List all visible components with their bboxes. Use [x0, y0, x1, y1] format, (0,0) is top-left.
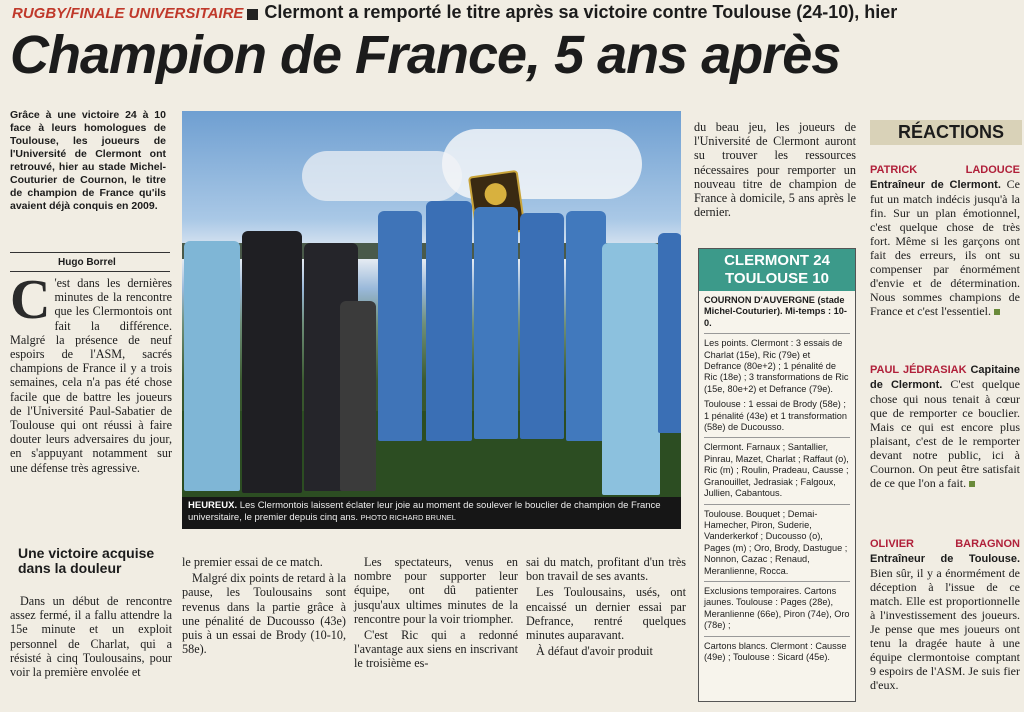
white-cards: Cartons blancs. Clermont : Causse (49e) ; Toulouse : Sicard (45e). — [704, 640, 847, 662]
player-figure — [184, 241, 240, 491]
headline: Champion de France, 5 ans après — [10, 25, 841, 85]
reaction-text: Bien sûr, il y a énormément de déception à l'issue de ce match. Elle est proportionnelle à l'investissement des joueurs. Je pense que mes joueurs ont tenu la dragée haute à une équipe clermontoise comptant 9 espoirs de l'ASM. Je suis fier d'eux. — [870, 566, 1020, 692]
player-figure — [378, 211, 422, 441]
end-mark-icon — [994, 309, 1000, 315]
reaction-2 — [870, 362, 1020, 490]
player-figure — [566, 211, 606, 441]
reaction-3 — [870, 536, 1020, 692]
article-paragraph: Les Toulousains, usés, ont encaissé un dernier essai par Defrance, rentré quelques minutes auparavant. — [526, 585, 686, 643]
article-col1 — [10, 269, 172, 475]
article-col4 — [526, 555, 686, 660]
caption-text: Les Clermontois laissent éclater leur joie au moment de soulever le bouclier de champion de France universitaire, le premier depuis cinq ans. — [188, 500, 661, 523]
divider — [704, 333, 850, 334]
article-col1-continued — [10, 594, 172, 681]
reaction-name: OLIVIER BARAGNON — [870, 538, 1020, 550]
official-figure — [242, 231, 302, 493]
byline: Hugo Borrel — [58, 257, 116, 268]
player-figure — [426, 201, 472, 441]
article-paragraph: Malgré dix points de retard à la pause, les Toulousains sont revenus dans la partie grâce à une pénalité de Ducousso (43e) puis à un essai de Brody (10-10, 58e). — [182, 571, 346, 657]
article-paragraph: 'est dans les dernières minutes de la rencontre que les Clermontois ont fait la différence. Malgré la présence de neuf espoirs de l'ASM, sacrés champions de France il y a trois semaines, cela n'a pas été chose facile que de battre les joueurs de l'Université Paul-Sabatier de Toulouse qui ont réussi à faire douter leurs adversaires du jour, en s'appuyant notamment sur une défense très agressive. — [10, 276, 172, 475]
divider — [704, 437, 850, 438]
lineup-clermont: Clermont. Farnaux ; Santallier, Pinrau, Mazet, Charlat ; Raffaut (o), Ric (m) ; Roulin, Pradeau, Causse ; Granouillet, Jedrasiak ; Falgoux, Jullien, Cabantous. — [704, 442, 849, 499]
divider — [704, 636, 850, 637]
photo-caption — [182, 497, 681, 529]
child-figure — [340, 301, 376, 491]
kicker-text: Clermont a remporté le titre après sa victoire contre Toulouse (24-10), hier — [264, 2, 898, 22]
kicker-separator — [247, 9, 258, 20]
scoring-toulouse: Toulouse : 1 essai de Brody (58e) ; 1 pénalité (43e) et 1 transformation (58e) de Ducousso. — [704, 399, 847, 433]
article-paragraph: C'est Ric qui a redonné l'avantage aux siens en inscrivant le troisième es- — [354, 628, 518, 671]
reaction-role: Entraîneur de Toulouse. — [870, 553, 1020, 565]
article-paragraph: Les spectateurs, venus en nombre pour supporter leur équipe, ont dû patienter jusqu'aux ultimes minutes de la rencontre pour la voir triompher. — [354, 555, 518, 626]
score-home: CLERMONT 24 — [724, 252, 830, 269]
article-col5 — [694, 120, 856, 221]
article-paragraph: À défaut d'avoir produit — [536, 644, 653, 659]
player-figure — [658, 233, 681, 433]
reactions-title: RÉACTIONS — [870, 120, 1022, 145]
subhead: Une victoire acquise dans la douleur — [18, 545, 155, 576]
player-figure — [520, 213, 564, 439]
photo-credit: PHOTO RICHARD BRUNEL — [360, 513, 456, 522]
score-away: TOULOUSE 10 — [725, 270, 829, 287]
lineup-toulouse: Toulouse. Bouquet ; Demai-Hamecher, Piron, Suderie, Vanderkerkof ; Ducousso (o), Pages (m) ; Oro, Brody, Dastugue ; Nonnon, Cazac ; Renaud, Meranlienne, Rocca. — [704, 508, 848, 576]
reaction-1 — [870, 162, 1020, 318]
exclusions: Exclusions temporaires. Cartons jaunes. Toulouse : Pages (28e), Meranlienne (66e), Piron (74e), Oro (78e) ; — [704, 585, 850, 631]
article-col3 — [354, 555, 518, 673]
reaction-role: Entraîneur de Clermont. — [870, 179, 1001, 191]
article-paragraph: sai du match, profitant d'un très bon travail de ses avants. — [526, 555, 686, 584]
reaction-text: C'est quelque chose qui nous tenait à cœur que de remporter ce bouclier. Mais ce qui est encore plus plaisant, c'est de le remporter devant notre public, ici à Cournon. On peut être satisfait de ce que l'on a fait. — [870, 377, 1020, 490]
chapo: Grâce à une victoire 24 à 10 face à leurs homologues de Toulouse, les joueurs de l'Université de Clermont ont retrouvé, hier au stade Michel-Couturier de Cournon, le titre de champion de France qu'ils avaient déjà conquis en 2009. — [10, 109, 166, 212]
article-paragraph: le premier essai de ce match. — [182, 555, 323, 569]
team-photo — [182, 111, 681, 497]
divider — [704, 504, 850, 505]
reaction-text: Ce fut un match indécis jusqu'à la fin. Sur un plan émotionnel, c'est quelque chose de très fort. Même si les garçons ont fait des erreurs, ils ont su compenser par énormément d'envie et de détermination. Nous sommes champions de France et c'est l'essentiel. — [870, 177, 1021, 318]
dropcap: C — [10, 269, 51, 331]
reaction-name: PAUL JÉDRASIAK — [870, 364, 967, 376]
article-paragraph: Dans un début de rencontre assez fermé, il a fallu attendre la 15e minute et un exploit personnel de Charlat, qui a résisté à cinq Toulousains, pour voir la première envolée et — [10, 594, 172, 680]
score-details — [699, 291, 855, 671]
player-figure — [474, 207, 518, 439]
divider — [704, 581, 850, 582]
reaction-name: PATRICK LADOUCE — [870, 164, 1020, 176]
player-figure — [602, 243, 660, 495]
article-paragraph: du beau jeu, les joueurs de l'Université de Clermont auront su trouver les ressources nécessaires pour remporter un nouveau titre de champion de France à domicile, 5 ans après le dernier. — [694, 120, 856, 220]
byline-rule — [10, 252, 170, 253]
end-mark-icon — [969, 481, 975, 487]
article-col2 — [182, 555, 346, 658]
score-header — [699, 249, 855, 291]
kicker — [12, 2, 1012, 23]
score-box — [698, 248, 856, 702]
cloud — [302, 151, 462, 201]
match-venue: COURNON D'AUVERGNE (stade Michel-Couturier). Mi-temps : 10-0. — [704, 295, 847, 328]
reaction-role: Capitaine de Clermont. — [870, 364, 1020, 391]
caption-lead: HEUREUX. — [188, 500, 238, 511]
section-label: RUGBY/FINALE UNIVERSITAIRE — [12, 5, 244, 22]
scoring-clermont: Les points. Clermont : 3 essais de Charlat (15e), Ric (79e) et Defrance (80e+2) ; 1 pénalité de Ric (18e) ; 3 transformations de Ric (15e, 80e+2) et Defrance (79e). — [704, 338, 849, 394]
